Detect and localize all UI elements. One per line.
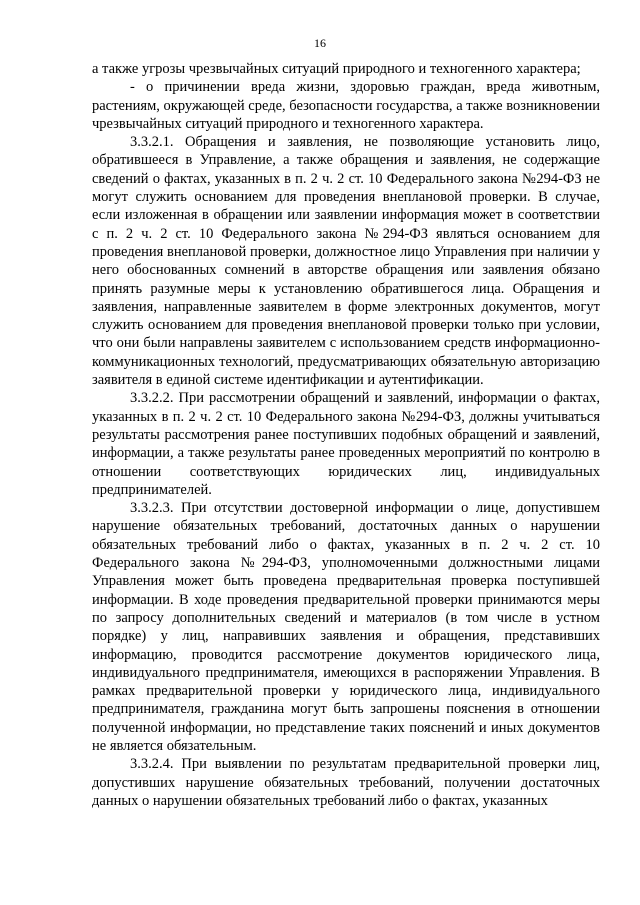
paragraph-3-3-2-4: 3.3.2.4. При выявлении по результатам предварительной проверки лиц, допустивших нарушение обязательных требований, получении достаточных данных о нарушении обязательных требований либо о фактах, указанных (92, 756, 600, 809)
paragraph-3-3-2-1: 3.3.2.1. Обращения и заявления, не позволяющие установить лицо, обратившееся в Управление, а также обращения и заявления, не содержащие сведений о фактах, указанных в п. 2 ч. 2 ст. 10 Федерального закона №294-ФЗ не могут служить основанием для проведения внеплановой проверки. В случае, если изложенная в обращении или заявлении информация может в соответствии с п. 2 ч. 2 ст. 10 Федерального закона №294-ФЗ являться основанием для проведения внеплановой проверки, должностное лицо Управления при наличии у него обоснованных сомнений в авторстве обращения или заявления обязано принять разумные меры к установлению обратившегося лица. Обращения и заявления, направленные заявителем в форме электронных документов, могут служить основанием для проведения внеплановой проверки только при условии, что они были направлены заявителем с использованием средств информационно-коммуникационных технологий, предусматривающих обязательную авторизацию заявителя в единой системе идентификации и аутентификации. (92, 134, 600, 389)
paragraph-3-3-2-3: 3.3.2.3. При отсутствии достоверной информации о лице, допустившем нарушение обязательных требований, достаточных данных о нарушении обязательных требований либо о фактах, указанных в п. 2 ч. 2 ст. 10 Федерального закона №294-ФЗ, уполномоченными должностными лицами Управления может быть проведена предварительная проверка поступившей информации. В ходе проведения предварительной проверки принимаются меры по запросу дополнительных сведений и материалов (в том числе в устном порядке) у лиц, направивших заявления и обращения, представивших информацию, проводится рассмотрение документов юридического лица, индивидуального предпринимателя, имеющихся в распоряжении Управления. В рамках предварительной проверки у юридического лица, индивидуального предпринимателя, гражданина могут быть запрошены пояснения в отношении полученной информации, но представление таких пояснений и иных документов не является обязательным. (92, 500, 600, 754)
page-number: 16 (314, 36, 326, 50)
paragraph-3-3-2-2: 3.3.2.2. При рассмотрении обращений и заявлений, информации о фактах, указанных в п. 2 ч. 2 ст. 10 Федерального закона №294-ФЗ, должны учитываться результаты рассмотрения ранее поступивших подобных обращений и заявлений, информации, а также результаты ранее проведенных мероприятий по контролю в отношении соответствующих юридических лиц, индивидуальных предпринимателей. (92, 390, 600, 498)
paragraph-threats-continued: а также угрозы чрезвычайных ситуаций природного и техногенного характера; (92, 61, 581, 77)
document-body (92, 60, 600, 810)
paragraph-harm-list-item: - о причинении вреда жизни, здоровью граждан, вреда животным, растениям, окружающей среде, безопасности государства, а также возникновении чрезвычайных ситуаций природного и техногенного характера. (92, 79, 600, 132)
